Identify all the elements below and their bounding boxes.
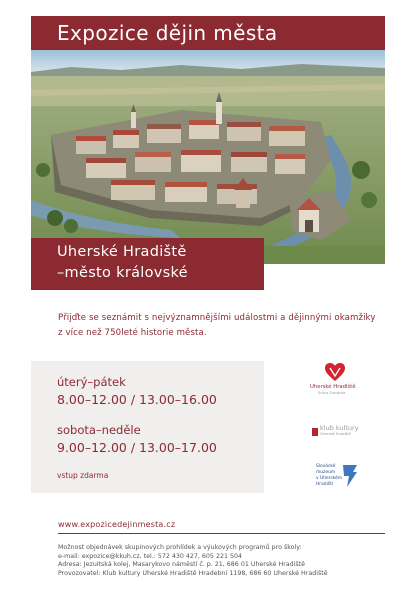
weekend-label: sobota–neděle bbox=[57, 423, 141, 437]
website-link[interactable]: www.expozicedejinmesta.cz bbox=[58, 520, 176, 529]
intro-paragraph: Přijďte se seznámit s nejvýznamnějšími událostmi a dějinnými okamžiky z více než 750leté historie města. bbox=[58, 313, 376, 338]
weekday-hours: 8.00–12.00 / 13.00–16.00 bbox=[57, 392, 217, 407]
heart-icon bbox=[324, 362, 346, 382]
opening-hours-panel bbox=[31, 361, 264, 493]
weekday-label: úterý–pátek bbox=[57, 375, 126, 389]
club-logo-city: Uherské Hradiště bbox=[320, 432, 351, 436]
club-logo-name: klub kultury bbox=[320, 424, 359, 432]
footer-divider bbox=[58, 533, 385, 534]
admission-note: vstup zdarma bbox=[57, 471, 109, 480]
aerial-model-photo bbox=[31, 50, 385, 264]
museum-logo-line-4: Hradišti bbox=[316, 482, 334, 487]
subtitle-banner bbox=[31, 238, 264, 290]
footer-line-contact: e-mail: expozice@kkuh.cz, tel.: 572 430 427, 605 221 504 bbox=[58, 552, 242, 560]
weekend-hours: 9.00–12.00 / 13.00–17.00 bbox=[57, 440, 217, 455]
museum-emblem-icon bbox=[341, 464, 359, 488]
city-logo-name: Uherské Hradiště bbox=[310, 384, 356, 390]
subtitle-line-2: –město královské bbox=[57, 265, 188, 281]
museum-logo-line-1: Slovácké bbox=[316, 464, 336, 469]
museum-logo-line-3: v Uherském bbox=[316, 476, 343, 481]
club-mark-icon bbox=[312, 428, 318, 436]
city-logo-tagline: Srdce Slovácka bbox=[318, 391, 346, 395]
footer-line-address: Adresa: Jezuitská kolej, Masarykovo náměstí č. p. 21, 686 01 Uherské Hradiště bbox=[58, 561, 306, 569]
museum-logo bbox=[316, 464, 376, 492]
subtitle-line-1: Uherské Hradiště bbox=[57, 244, 187, 260]
title-banner bbox=[31, 16, 385, 50]
club-logo bbox=[312, 424, 372, 442]
footer-line-booking: Možnost objednávek skupinových prohlídek a výukových programů pro školy: bbox=[58, 544, 302, 551]
poster-title: Expozice dějin města bbox=[57, 21, 278, 45]
museum-logo-line-2: muzeum bbox=[316, 470, 336, 475]
city-logo bbox=[310, 362, 370, 398]
footer-info bbox=[58, 544, 388, 578]
footer-line-operator: Provozovatel: Klub kultury Uherské Hradiště Hradební 1198, 686 60 Uherské Hradiště bbox=[58, 569, 328, 577]
